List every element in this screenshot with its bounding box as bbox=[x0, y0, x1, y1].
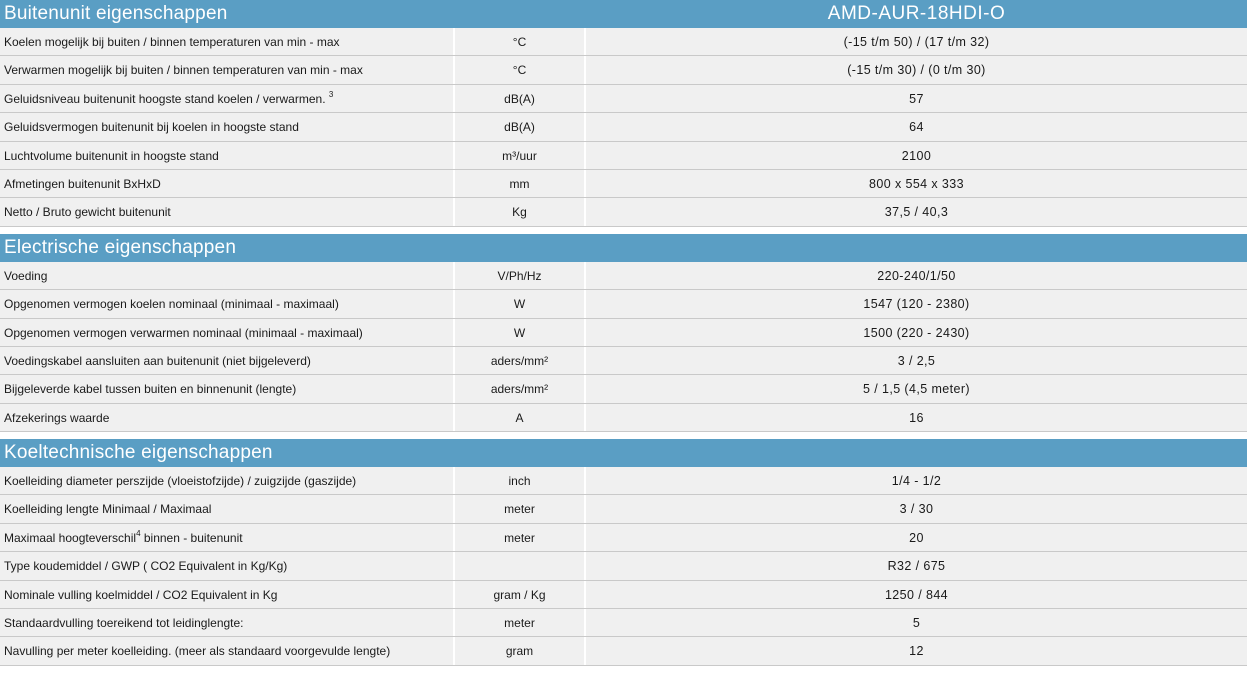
row-unit: mm bbox=[455, 170, 586, 197]
row-value: 20 bbox=[909, 530, 924, 545]
table-row bbox=[0, 495, 1247, 523]
table-row bbox=[0, 85, 1247, 113]
row-label: Opgenomen vermogen koelen nominaal (minimaal - maximaal) bbox=[0, 290, 455, 317]
table-row bbox=[0, 467, 1247, 495]
row-label-text: Geluidsniveau buitenunit hoogste stand koelen / verwarmen. bbox=[4, 91, 326, 106]
row-value: 5 / 1,5 (4,5 meter) bbox=[863, 382, 970, 397]
row-value: R32 / 675 bbox=[887, 559, 946, 574]
row-unit bbox=[455, 552, 586, 579]
row-value: 37,5 / 40,3 bbox=[884, 205, 949, 220]
row-label: Afzekerings waarde bbox=[0, 404, 455, 431]
row-unit: aders/mm² bbox=[455, 347, 586, 374]
table-row bbox=[0, 637, 1247, 665]
row-unit: Kg bbox=[455, 198, 586, 225]
row-value: 12 bbox=[909, 644, 924, 659]
footnote-marker: 3 bbox=[328, 89, 334, 99]
row-label: Afmetingen buitenunit BxHxD bbox=[0, 170, 455, 197]
row-unit: A bbox=[455, 404, 586, 431]
row-value: 1250 / 844 bbox=[884, 587, 949, 602]
row-unit: m³/uur bbox=[455, 142, 586, 169]
table-row bbox=[0, 170, 1247, 198]
section-title: Koeltechnische eigenschappen bbox=[4, 442, 273, 464]
row-value: 5 bbox=[912, 616, 921, 631]
table-row bbox=[0, 524, 1247, 552]
row-value: 1547 (120 - 2380) bbox=[863, 297, 970, 312]
footnote-marker: 4 bbox=[136, 528, 141, 538]
row-unit: gram bbox=[455, 637, 586, 664]
row-label: Luchtvolume buitenunit in hoogste stand bbox=[0, 142, 455, 169]
row-unit: gram / Kg bbox=[455, 581, 586, 608]
table-row bbox=[0, 609, 1247, 637]
row-label: Geluidsvermogen buitenunit bij koelen in hoogste stand bbox=[0, 113, 455, 140]
row-label bbox=[0, 524, 455, 551]
section-header-buitenunit bbox=[0, 0, 1247, 28]
row-value: 1/4 - 1/2 bbox=[891, 474, 942, 489]
row-label: Bijgeleverde kabel tussen buiten en binnenunit (lengte) bbox=[0, 375, 455, 402]
row-unit: W bbox=[455, 290, 586, 317]
row-value: (-15 t/m 30) / (0 t/m 30) bbox=[847, 63, 986, 78]
row-unit: dB(A) bbox=[455, 85, 586, 112]
row-label: Koelen mogelijk bij buiten / binnen temperaturen van min - max bbox=[0, 28, 455, 55]
table-row bbox=[0, 290, 1247, 318]
row-value: 2100 bbox=[901, 148, 932, 163]
row-label-text: Maximaal hoogteverschil bbox=[4, 530, 137, 545]
row-unit: meter bbox=[455, 524, 586, 551]
row-value: (-15 t/m 50) / (17 t/m 32) bbox=[843, 35, 990, 49]
section-header-koeltechnisch bbox=[0, 439, 1247, 467]
row-unit: °C bbox=[455, 28, 586, 55]
table-row bbox=[0, 552, 1247, 580]
row-value: 220-240/1/50 bbox=[877, 268, 956, 283]
row-label: Koelleiding diameter perszijde (vloeistofzijde) / zuigzijde (gaszijde) bbox=[0, 467, 455, 494]
row-value: 16 bbox=[909, 410, 924, 425]
table-row bbox=[0, 347, 1247, 375]
table-row bbox=[0, 28, 1247, 56]
table-row bbox=[0, 581, 1247, 609]
table-row bbox=[0, 198, 1247, 226]
row-label: Verwarmen mogelijk bij buiten / binnen temperaturen van min - max bbox=[0, 56, 455, 83]
section-spacer bbox=[0, 227, 1247, 234]
table-row bbox=[0, 375, 1247, 403]
row-unit: aders/mm² bbox=[455, 375, 586, 402]
row-label: Voedingskabel aansluiten aan buitenunit (niet bijgeleverd) bbox=[0, 347, 455, 374]
table-row bbox=[0, 262, 1247, 290]
row-label: Opgenomen vermogen verwarmen nominaal (minimaal - maximaal) bbox=[0, 319, 455, 346]
row-value: 3 / 30 bbox=[899, 502, 934, 517]
row-label: Koelleiding lengte Minimaal / Maximaal bbox=[0, 495, 455, 522]
row-label: Netto / Bruto gewicht buitenunit bbox=[0, 198, 455, 225]
row-label: Nominale vulling koelmiddel / CO2 Equivalent in Kg bbox=[0, 581, 455, 608]
row-value: 57 bbox=[909, 91, 924, 106]
row-unit: V/Ph/Hz bbox=[455, 262, 586, 289]
section-title: Buitenunit eigenschappen bbox=[4, 3, 228, 24]
table-row bbox=[0, 113, 1247, 141]
row-unit: meter bbox=[455, 609, 586, 636]
row-label: Type koudemiddel / GWP ( CO2 Equivalent in Kg/Kg) bbox=[0, 552, 455, 579]
table-row bbox=[0, 319, 1247, 347]
row-value: 3 / 2,5 bbox=[897, 353, 936, 368]
table-row bbox=[0, 142, 1247, 170]
row-value: 800 x 554 x 333 bbox=[869, 176, 964, 191]
row-unit: meter bbox=[455, 495, 586, 522]
section-title: Electrische eigenschappen bbox=[4, 236, 237, 258]
row-unit: dB(A) bbox=[455, 113, 586, 140]
table-row bbox=[0, 56, 1247, 84]
section-header-electrisch bbox=[0, 234, 1247, 262]
row-label: Voeding bbox=[0, 262, 455, 289]
row-label: Standaardvulling toereikend tot leidinglengte: bbox=[0, 609, 455, 636]
row-label bbox=[0, 85, 455, 112]
row-label-text-after: binnen - buitenunit bbox=[140, 530, 243, 545]
table-row bbox=[0, 404, 1247, 432]
row-unit: inch bbox=[455, 467, 586, 494]
row-unit: °C bbox=[455, 56, 586, 83]
row-value: 1500 (220 - 2430) bbox=[863, 325, 970, 340]
row-unit: W bbox=[455, 319, 586, 346]
section-spacer bbox=[0, 432, 1247, 439]
row-value: 64 bbox=[909, 120, 924, 135]
model-name: AMD-AUR-18HDI-O bbox=[827, 3, 1006, 24]
row-label: Navulling per meter koelleiding. (meer als standaard voorgevulde lengte) bbox=[0, 637, 455, 664]
